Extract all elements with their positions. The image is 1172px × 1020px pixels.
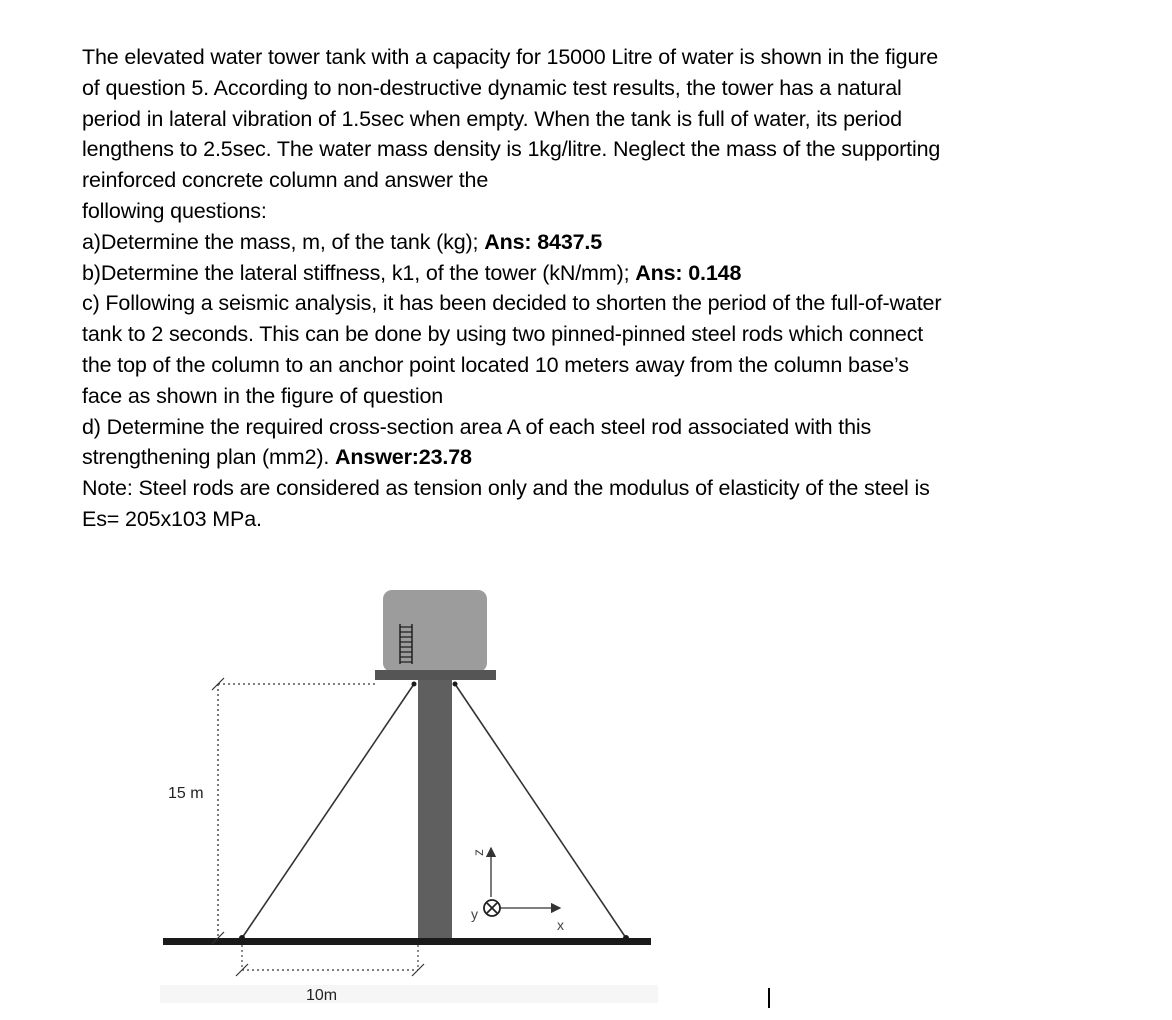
y-axis-label: y — [471, 906, 478, 922]
concrete-column — [418, 680, 452, 941]
part-b-answer: Ans: 0.148 — [635, 260, 742, 285]
x-axis-label: x — [557, 917, 564, 933]
steel-rod-left — [242, 684, 414, 938]
water-tank — [383, 590, 487, 672]
rod-anchor-left — [239, 935, 245, 941]
text-cursor — [768, 988, 770, 1008]
question-line-2: of question 5. According to non-destructive dynamic test results, the tower has a natural — [82, 75, 902, 100]
part-c-line-1: c) Following a seismic analysis, it has been decided to shorten the period of the full-of-water — [82, 291, 942, 316]
figure-bottom-band — [160, 985, 658, 1003]
height-dimension — [212, 678, 375, 944]
height-label: 15 m — [168, 785, 204, 802]
part-c-line-3: the top of the column to an anchor point located 10 meters away from the column base’s — [82, 352, 909, 377]
distance-label: 10m — [306, 987, 338, 1004]
coordinate-axes — [470, 848, 564, 933]
part-d-text: strengthening plan (mm2). — [82, 445, 336, 470]
part-d-answer: Answer:23.78 — [335, 445, 472, 470]
distance-dimension — [236, 945, 424, 976]
question-line-1: The elevated water tower tank with a capacity for 15000 Litre of water is shown in the figure — [82, 45, 939, 69]
rod-anchor-right — [623, 935, 629, 941]
z-axis-label: z — [470, 849, 486, 856]
y-axis-into-page-icon — [484, 900, 500, 916]
note-line-2: Es= 205x103 MPa. — [82, 506, 262, 531]
rod-pin-top-right — [453, 682, 458, 687]
steel-rod-right — [455, 684, 626, 938]
part-b-text: b)Determine the lateral stiffness, k1, of the tower (kN/mm); — [82, 260, 636, 285]
question-line-3: period in lateral vibration of 1.5sec when empty. When the tank is full of water, its period — [82, 106, 902, 131]
part-a-text: a)Determine the mass, m, of the tank (kg); — [82, 229, 485, 254]
part-a-answer: Ans: 8437.5 — [484, 229, 603, 254]
part-c-line-4: face as shown in the figure of question — [82, 383, 444, 408]
part-d-line-1: d) Determine the required cross-section area A of each steel rod associated with this — [82, 414, 872, 439]
question-line-4: lengthens to 2.5sec. The water mass density is 1kg/litre. Neglect the mass of the supporting — [82, 137, 941, 162]
part-c-line-2: tank to 2 seconds. This can be done by using two pinned-pinned steel rods which connect — [82, 322, 924, 347]
note-line-1: Note: Steel rods are considered as tension only and the modulus of elasticity of the steel is — [82, 476, 930, 501]
question-line-5: reinforced concrete column and answer the — [82, 168, 489, 193]
ground-line — [163, 938, 651, 945]
rod-pin-top-left — [412, 682, 417, 687]
question-line-6: following questions: — [82, 198, 267, 223]
tank-platform — [375, 670, 496, 680]
